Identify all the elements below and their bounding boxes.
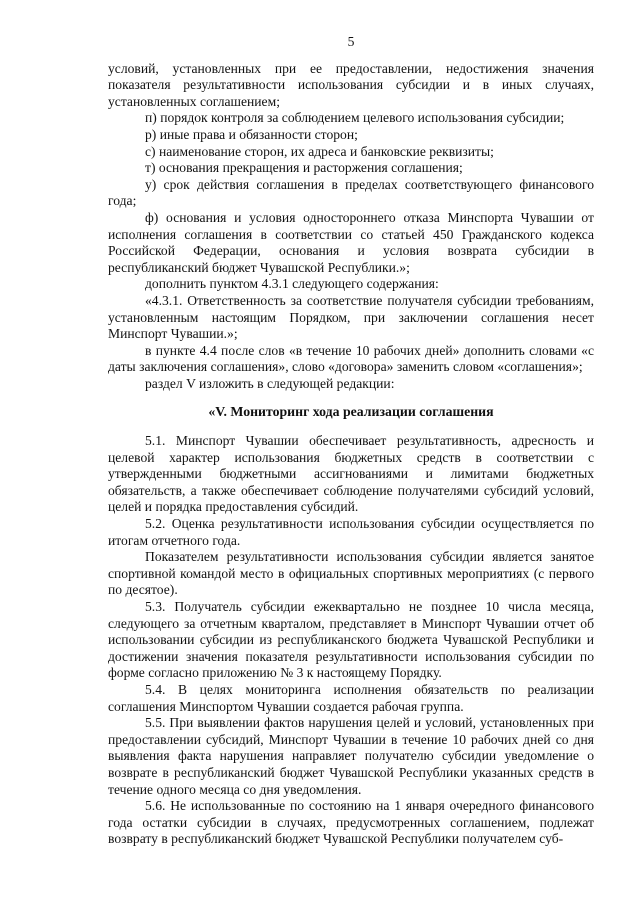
paragraph: дополнить пунктом 4.3.1 следующего содержания: xyxy=(145,276,439,292)
paragraph: условий, установленных при ее предоставлении, недостижения значения показателя результативности использования субсидии и в иных случаях, установленных соглашением; xyxy=(108,60,594,109)
section-heading: «V. Мониторинг хода реализации соглашения xyxy=(208,404,494,420)
list-item-t: т) основания прекращения и расторжения соглашения; xyxy=(145,160,463,176)
list-item-u: у) срок действия соглашения в пределах соответствующего финансового года; xyxy=(108,176,594,209)
clause-5-1: 5.1. Минспорт Чувашии обеспечивает результативность, адресность и целевой характер использования бюджетных средств в соответствии с утвержденными бюджетными ассигнованиями и лимитами бюджетных обязательств, а также обеспечивает соблюдение получателями субсидий условий, целей и порядка предоставления субсидий. xyxy=(108,433,594,515)
list-item-r: р) иные права и обязанности сторон; xyxy=(145,126,358,142)
list-item-p: п) порядок контроля за соблюдением целевого использования субсидии; xyxy=(145,110,565,126)
paragraph: «4.3.1. Ответственность за соответствие получателя субсидии требованиям, установленным настоящим Порядком, при заключении соглашения несет Минспорт Чувашии.»; xyxy=(108,292,594,342)
list-item-f: ф) основания и условия одностороннего отказа Минспорта Чувашии от исполнения соглашения в соответствии со статьей 450 Гражданского кодекса Российской Федерации, основания и условия возврата субсидии в республиканский бюджет Чувашской Республики.»; xyxy=(108,209,594,275)
list-item-s: с) наименование сторон, их адреса и банковские реквизиты; xyxy=(145,143,494,159)
paragraph: раздел V изложить в следующей редакции: xyxy=(145,375,395,391)
page-number: 5 xyxy=(347,34,355,49)
clause-5-3: 5.3. Получатель субсидии ежеквартально не позднее 10 числа месяца, следующего за отчетным кварталом, представляет в Минспорт Чувашии отчет об использовании субсидии из республиканского бюджета Чувашской Республики и достижении значения показателя результативности использования субсидии по форме согласно приложению № 3 к настоящему Порядку. xyxy=(108,599,594,681)
clause-5-2: 5.2. Оценка результативности использования субсидии осуществляется по итогам отчетного года. xyxy=(108,516,594,548)
paragraph: Показателем результативности использования субсидии является занятое спортивной командой место в официальных спортивных мероприятиях (с первого по десятое). xyxy=(108,549,594,598)
clause-5-6: 5.6. Не использованные по состоянию на 1 января очередного финансового года остатки субсидии в случаях, предусмотренных соглашением, подлежат возврату в республиканский бюджет Чувашской Республики получателем суб- xyxy=(108,798,594,847)
clause-5-4: 5.4. В целях мониторинга исполнения обязательств по реализации соглашения Минспортом Чувашии создается рабочая группа. xyxy=(108,681,594,714)
paragraphs-after xyxy=(108,433,594,848)
paragraph: в пункте 4.4 после слов «в течение 10 рабочих дней» дополнить словами «с даты заключения соглашения», слово «договора» заменить словом «соглашения»; xyxy=(108,342,594,375)
document-page xyxy=(108,34,594,848)
clause-5-5: 5.5. При выявлении фактов нарушения целей и условий, установленных при предоставлении субсидий, Минспорт Чувашии в течение 10 рабочих дней со дня выявления факта нарушения направляет получателю субсидии уведомление о возврате в республиканский бюджет Чувашской Республики указанных средств в течение одного месяца со дня уведомления. xyxy=(108,715,594,797)
paragraphs-before xyxy=(108,61,594,393)
